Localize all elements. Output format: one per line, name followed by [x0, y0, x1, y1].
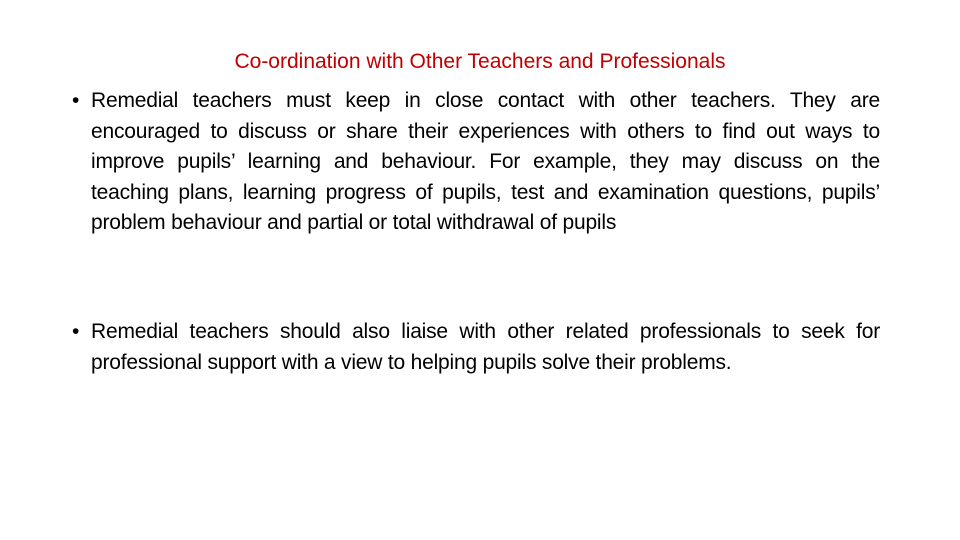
bullet-item-liaise-professionals: [72, 317, 880, 378]
bullet-text: Remedial teachers should also liaise with other related professionals to seek for professional support with a view to helping pupils solve their problems.: [91, 320, 880, 374]
bullet-item-coordination-teachers: [72, 86, 880, 239]
bullet-icon: •: [72, 89, 80, 112]
slide-title: Co-ordination with Other Teachers and Professionals: [234, 50, 726, 73]
bullet-icon: •: [72, 320, 80, 343]
bullet-text: Remedial teachers must keep in close contact with other teachers. They are encouraged to discuss or share their experiences with others to find out ways to improve pupils’ learning and behaviour. For example, they may discuss on the teaching plans, learning progress of pupils, test and examination questions, pupils’ problem behaviour and partial or total withdrawal of pupils: [91, 89, 880, 234]
